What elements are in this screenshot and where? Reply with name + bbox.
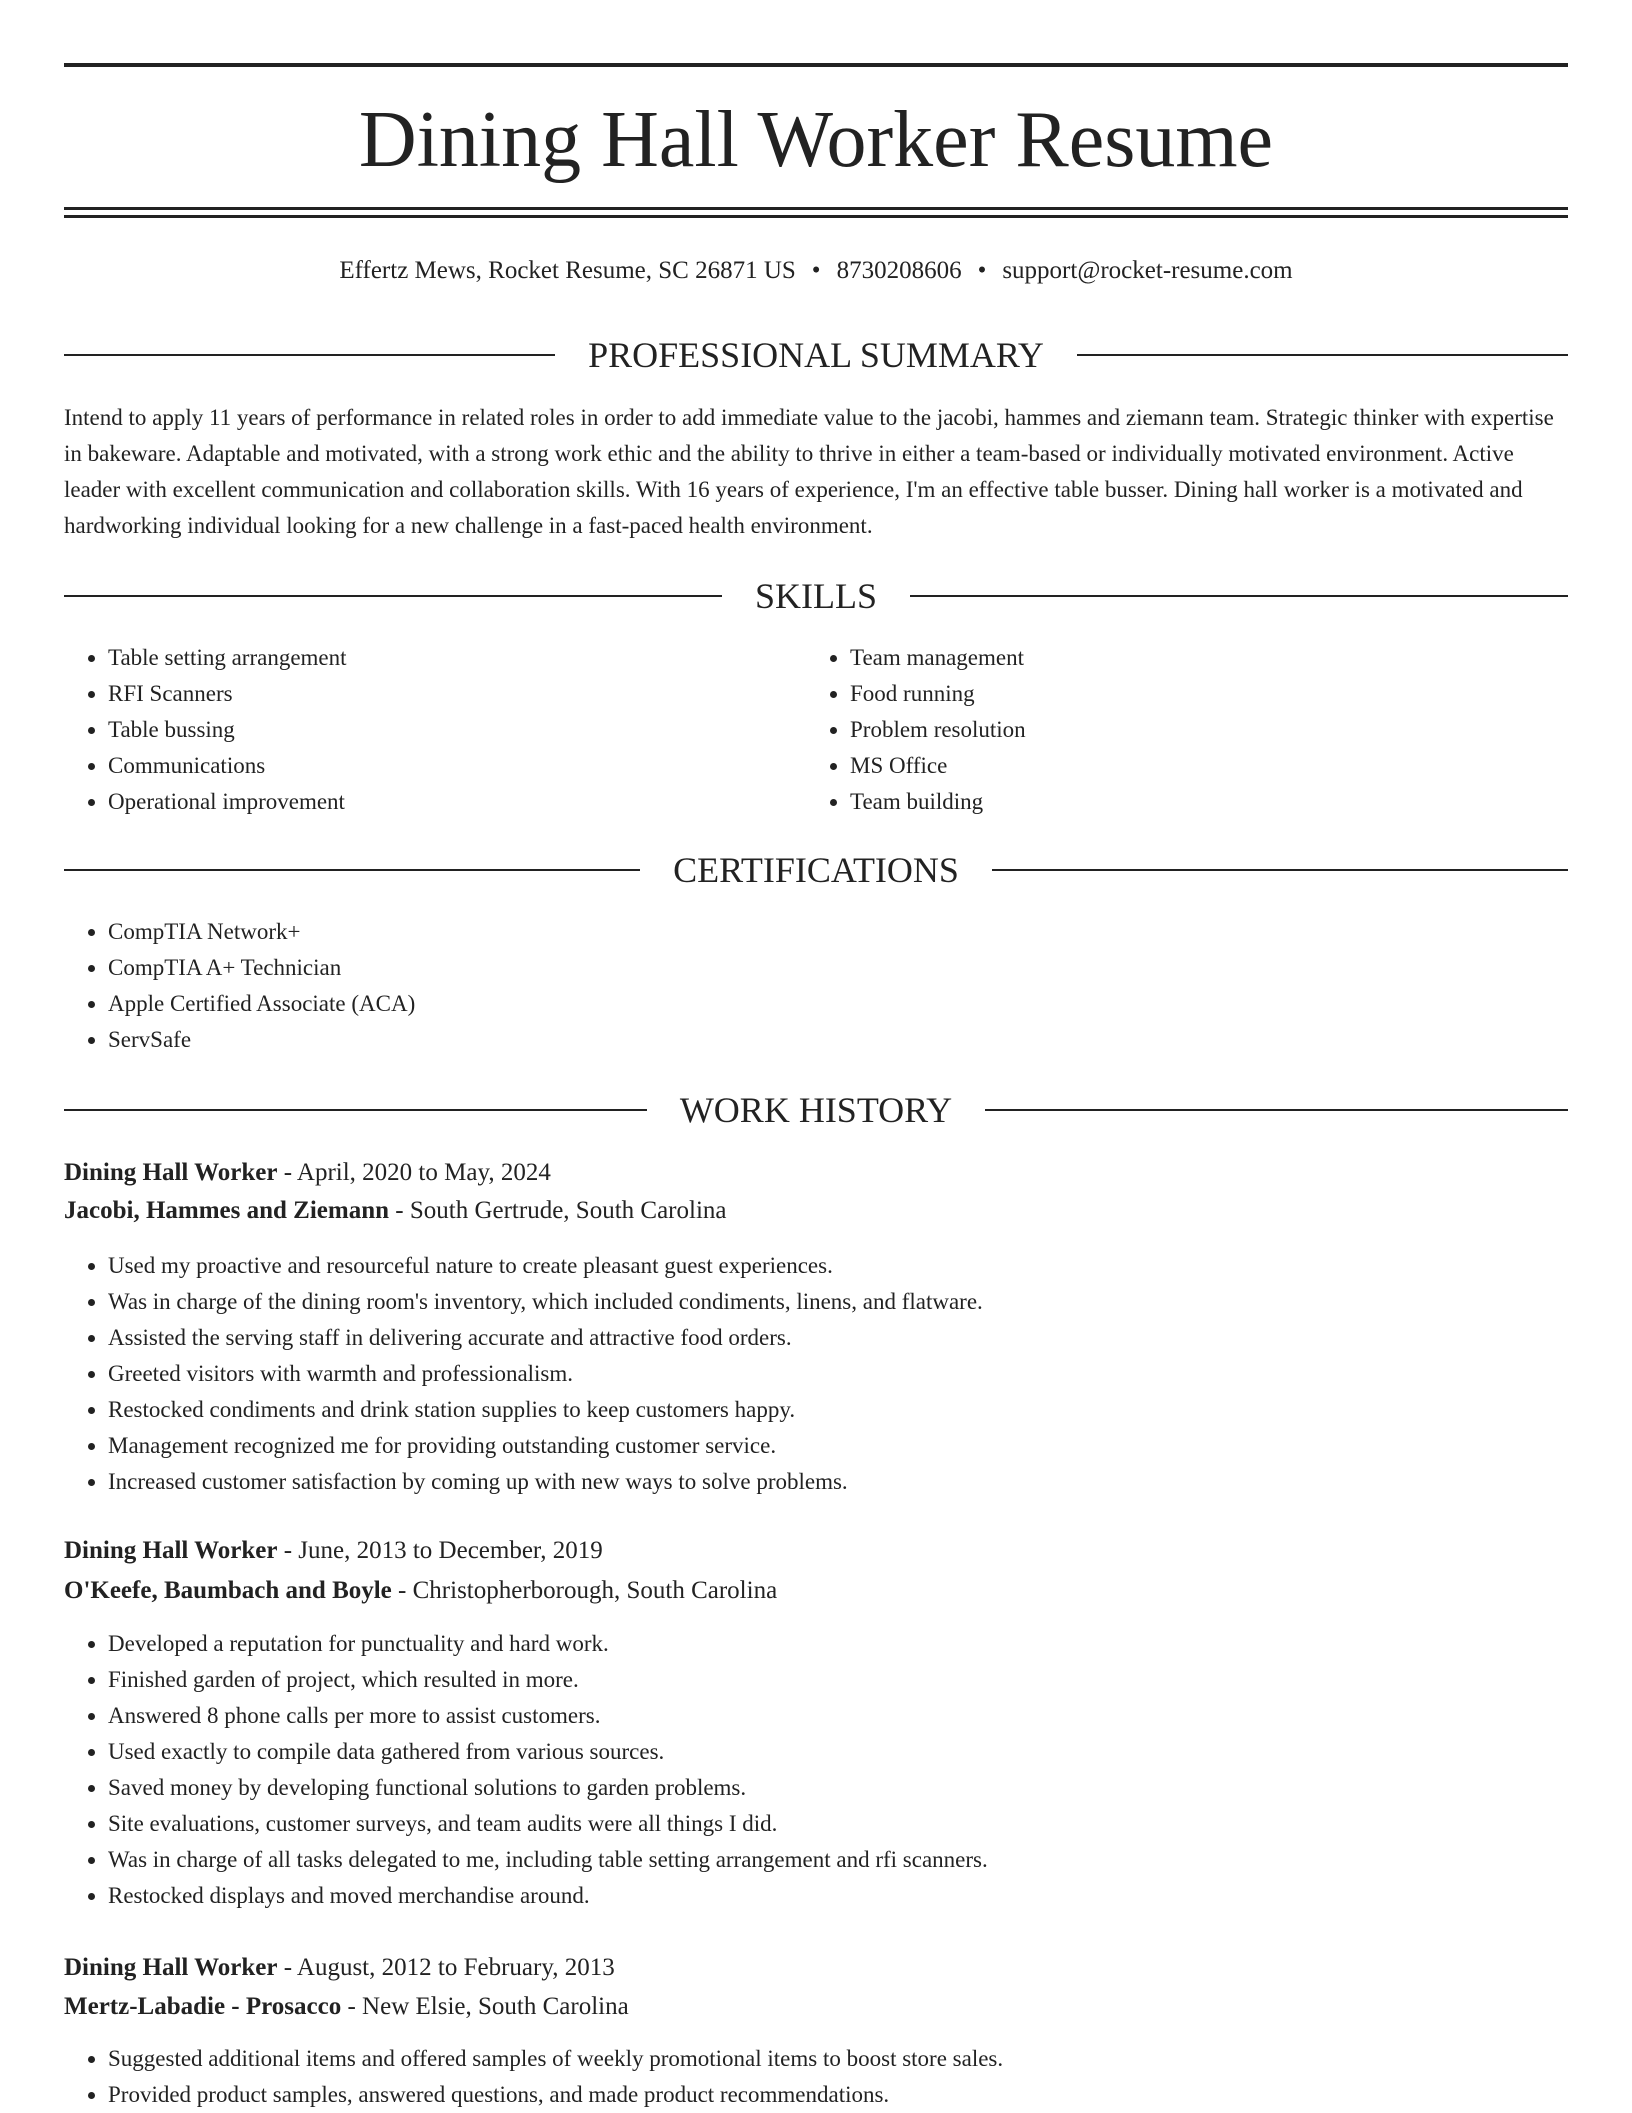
job-bullet: • Provided product samples, answered questions, and made product recommendations. bbox=[108, 2077, 1568, 2113]
job-company-line bbox=[64, 1989, 1568, 2025]
job-bullet: • Developed a reputation for punctuality and hard work. bbox=[108, 1626, 1568, 1662]
skills-list-right bbox=[806, 640, 1550, 820]
skill-item: • Operational improvement bbox=[108, 784, 808, 820]
job-bullet: • Greeted visitors with warmth and professionalism. bbox=[108, 1356, 1568, 1392]
certification-item: • CompTIA A+ Technician bbox=[108, 950, 1568, 986]
certification-item: • CompTIA Network+ bbox=[108, 914, 1568, 950]
summary-text: Intend to apply 11 years of performance in related roles in order to add immediate value to the jacobi, hammes and ziemann team. Strategic thinker with expertise in bakeware. Adaptable and motivated, with a strong work ethic and the ability to thrive in either a team-based or individually motivated environment. Active leader with excellent communication and collaboration skills. With 16 years of experience, I'm an effective table busser. Dining hall worker is a motivated and hardworking individual looking for a new challenge in a fast-paced health environment. bbox=[64, 405, 1554, 538]
job-bullet: • Was in charge of the dining room's inventory, which included condiments, linens, and flatware. bbox=[108, 1284, 1568, 1320]
top-rule bbox=[64, 63, 1568, 67]
heading-rule bbox=[64, 595, 722, 597]
job-bullets bbox=[64, 2041, 1568, 2113]
job-bullet: • Increased customer satisfaction by coming up with new ways to solve problems. bbox=[108, 1464, 1568, 1500]
job-bullet: • Suggested additional items and offered samples of weekly promotional items to boost store sales. bbox=[108, 2041, 1568, 2077]
job-bullet: • Saved money by developing functional solutions to garden problems. bbox=[108, 1770, 1568, 1806]
job-title: Dining Hall Worker bbox=[64, 1159, 278, 1186]
section-title: PROFESSIONAL SUMMARY bbox=[588, 335, 1044, 375]
skill-item: • Team management bbox=[850, 640, 1550, 676]
certification-item: • Apple Certified Associate (ACA) bbox=[108, 986, 1568, 1022]
page-title: Dining Hall Worker Resume bbox=[358, 96, 1274, 184]
job-bullets bbox=[64, 1248, 1568, 1500]
job-bullet: • Restocked displays and moved merchandise around. bbox=[108, 1878, 1568, 1914]
contact-separator: • bbox=[977, 257, 987, 284]
section-title: SKILLS bbox=[755, 576, 878, 616]
section-heading-skills bbox=[64, 574, 1568, 618]
heading-rule bbox=[64, 869, 640, 871]
section-heading-summary bbox=[64, 333, 1568, 377]
job-bullet: • Finished garden of project, which resulted in more. bbox=[108, 1662, 1568, 1698]
job-company: Jacobi, Hammes and Ziemann bbox=[64, 1197, 390, 1224]
contact-address: Effertz Mews, Rocket Resume, SC 26871 US bbox=[339, 257, 796, 284]
contact-email: support@rocket-resume.com bbox=[1002, 257, 1293, 284]
job-title: Dining Hall Worker bbox=[64, 1537, 278, 1564]
job-title-line bbox=[64, 1155, 1568, 1191]
heading-rule bbox=[64, 354, 555, 356]
job-title: Dining Hall Worker bbox=[64, 1954, 278, 1981]
section-title: CERTIFICATIONS bbox=[673, 850, 959, 890]
contact-line bbox=[64, 254, 1568, 288]
section-title: WORK HISTORY bbox=[679, 1090, 953, 1130]
job-location: - Christopherborough, South Carolina bbox=[391, 1577, 778, 1604]
contact-phone: 8730208606 bbox=[836, 257, 962, 284]
job-bullet: • Management recognized me for providing outstanding customer service. bbox=[108, 1428, 1568, 1464]
job-bullet: • Assisted the serving staff in delivering accurate and attractive food orders. bbox=[108, 1320, 1568, 1356]
job-title-line bbox=[64, 1533, 1568, 1569]
heading-rule bbox=[985, 1109, 1568, 1111]
skill-item: • MS Office bbox=[850, 748, 1550, 784]
skill-item: • Table bussing bbox=[108, 712, 808, 748]
job-company-line bbox=[64, 1573, 1568, 1609]
job-bullets bbox=[64, 1626, 1568, 1914]
job-bullet: • Used my proactive and resourceful nature to create pleasant guest experiences. bbox=[108, 1248, 1568, 1284]
job-dates: - April, 2020 to May, 2024 bbox=[277, 1159, 551, 1186]
skills-list-left bbox=[64, 640, 808, 820]
skill-item: • Food running bbox=[850, 676, 1550, 712]
job-bullet: • Was in charge of all tasks delegated to me, including table setting arrangement and rfi scanners. bbox=[108, 1842, 1568, 1878]
job-bullet: • Site evaluations, customer surveys, and team audits were all things I did. bbox=[108, 1806, 1568, 1842]
title-rule-lower bbox=[64, 215, 1568, 218]
skill-item: • Team building bbox=[850, 784, 1550, 820]
heading-rule bbox=[992, 869, 1568, 871]
section-heading-work bbox=[64, 1088, 1568, 1132]
job-company: Mertz-Labadie - Prosacco bbox=[64, 1993, 342, 2020]
heading-rule bbox=[910, 595, 1568, 597]
heading-rule bbox=[64, 1109, 647, 1111]
job-location: - New Elsie, South Carolina bbox=[341, 1993, 629, 2020]
skill-item: • Communications bbox=[108, 748, 808, 784]
section-heading-certifications bbox=[64, 848, 1568, 892]
certifications-list bbox=[64, 914, 1568, 1058]
job-bullet: • Restocked condiments and drink station supplies to keep customers happy. bbox=[108, 1392, 1568, 1428]
job-location: - South Gertrude, South Carolina bbox=[389, 1197, 727, 1224]
contact-separator: • bbox=[811, 257, 821, 284]
skill-item: • RFI Scanners bbox=[108, 676, 808, 712]
title-rule-upper bbox=[64, 207, 1568, 210]
job-title-line bbox=[64, 1950, 1568, 1986]
job-company: O'Keefe, Baumbach and Boyle bbox=[64, 1577, 392, 1604]
job-company-line bbox=[64, 1193, 1568, 1229]
skill-item: • Table setting arrangement bbox=[108, 640, 808, 676]
job-dates: - August, 2012 to February, 2013 bbox=[277, 1954, 615, 1981]
job-dates: - June, 2013 to December, 2019 bbox=[277, 1537, 603, 1564]
job-bullet: • Answered 8 phone calls per more to assist customers. bbox=[108, 1698, 1568, 1734]
job-bullet: • Used exactly to compile data gathered from various sources. bbox=[108, 1734, 1568, 1770]
heading-rule bbox=[1077, 354, 1568, 356]
skill-item: • Problem resolution bbox=[850, 712, 1550, 748]
certification-item: • ServSafe bbox=[108, 1022, 1568, 1058]
